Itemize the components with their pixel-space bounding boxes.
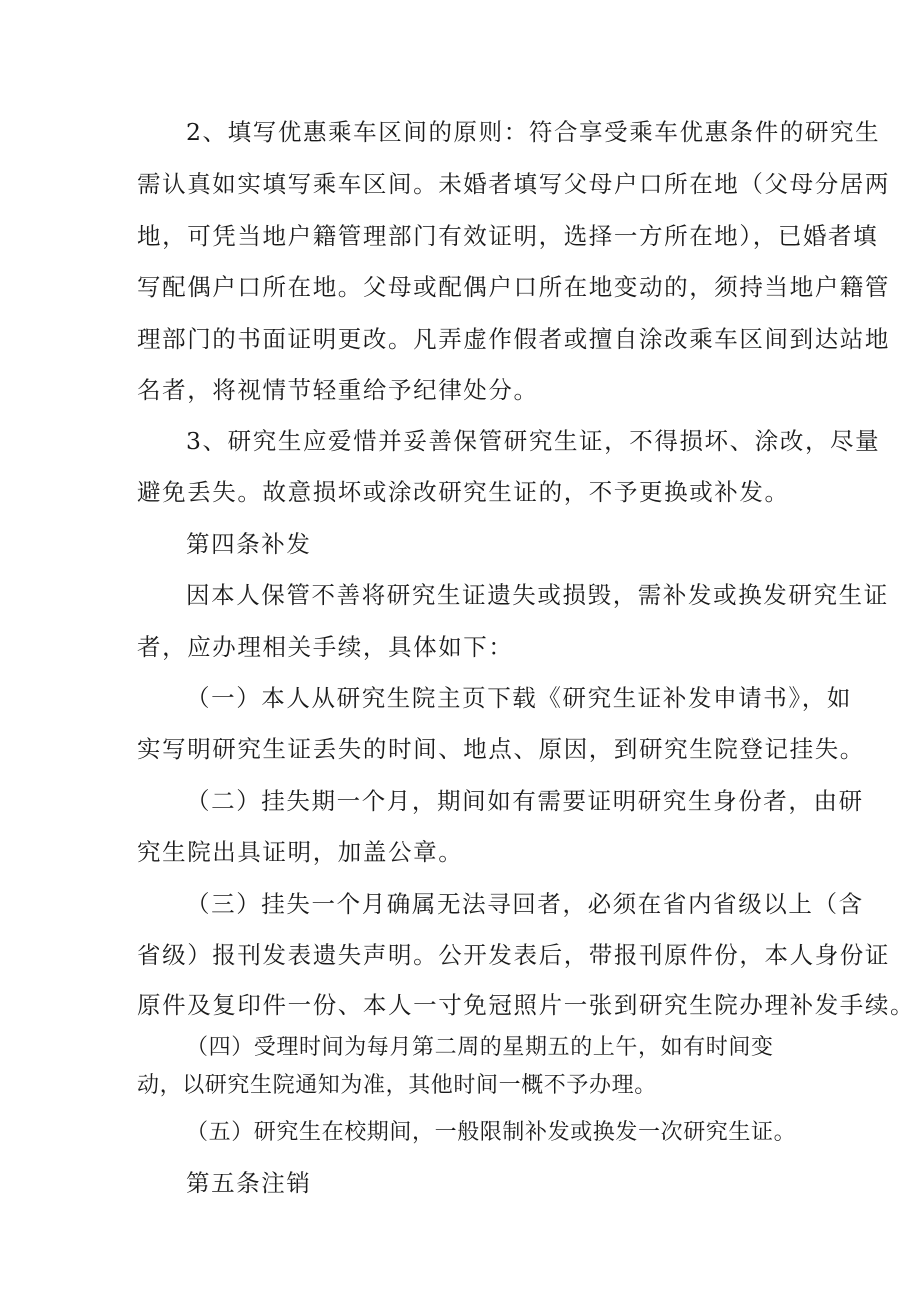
section-heading-article-5: 第五条注销 bbox=[186, 1169, 312, 1197]
item-4-line-1: （四）受理时间为每月第二周的星期五的上午，如有时间变 bbox=[186, 1035, 774, 1060]
item-3-line-1: （三）挂失一个月确属无法寻回者，必须在省内省级以上（含 bbox=[186, 890, 864, 918]
paragraph-intro-line-2: 者，应办理相关手续，具体如下： bbox=[137, 633, 514, 661]
item-1-line-2: 实写明研究生证丢失的时间、地点、原因，到研究生院登记挂失。 bbox=[137, 735, 865, 763]
paragraph-2-line-4: 写配偶户口所在地。父母或配偶户口所在地变动的，须持当地户籍管 bbox=[137, 273, 890, 301]
item-2-line-1: （二）挂失期一个月，期间如有需要证明研究生身份者，由研 bbox=[186, 787, 864, 815]
paragraph-3-line-1: 3、研究生应爱惜并妥善保管研究生证，不得损坏、涂改，尽量 bbox=[186, 427, 881, 455]
paragraph-2-line-6: 名者，将视情节轻重给予纪律处分。 bbox=[137, 376, 539, 404]
item-3-line-2: 省级）报刊发表遗失声明。公开发表后，带报刊原件份，本人身份证 bbox=[137, 941, 890, 969]
paragraph-2-line-3: 地，可凭当地户籍管理部门有效证明，选择一方所在地），已婚者填 bbox=[137, 222, 879, 250]
paragraph-2-line-5: 理部门的书面证明更改。凡弄虚作假者或擅自涂改乘车区间到达站地 bbox=[137, 325, 890, 353]
item-2-line-2: 究生院出具证明，加盖公章。 bbox=[137, 838, 464, 866]
item-5-line-1: （五）研究生在校期间，一般限制补发或换发一次研究生证。 bbox=[186, 1120, 797, 1145]
paragraph-2-line-1: 2、填写优惠乘车区间的原则：符合享受乘车优惠条件的研究生 bbox=[186, 118, 881, 146]
paragraph-intro-line-1: 因本人保管不善将研究生证遗失或损毁，需补发或换发研究生证 bbox=[186, 581, 889, 609]
paragraph-2-line-2: 需认真如实填写乘车区间。未婚者填写父母户口所在地（父母分居两 bbox=[137, 170, 890, 198]
section-heading-article-4: 第四条补发 bbox=[186, 530, 312, 558]
item-4-line-2: 动，以研究生院通知为准，其他时间一概不予办理。 bbox=[137, 1073, 657, 1098]
item-3-line-3: 原件及复印件一份、本人一寸免冠照片一张到研究生院办理补发手续。 bbox=[137, 991, 916, 1019]
paragraph-3-line-2: 避免丢失。故意损坏或涂改研究生证的，不予更换或补发。 bbox=[137, 478, 790, 506]
item-1-line-1: （一）本人从研究生院主页下载《研究生证补发申请书》，如 bbox=[186, 684, 852, 712]
